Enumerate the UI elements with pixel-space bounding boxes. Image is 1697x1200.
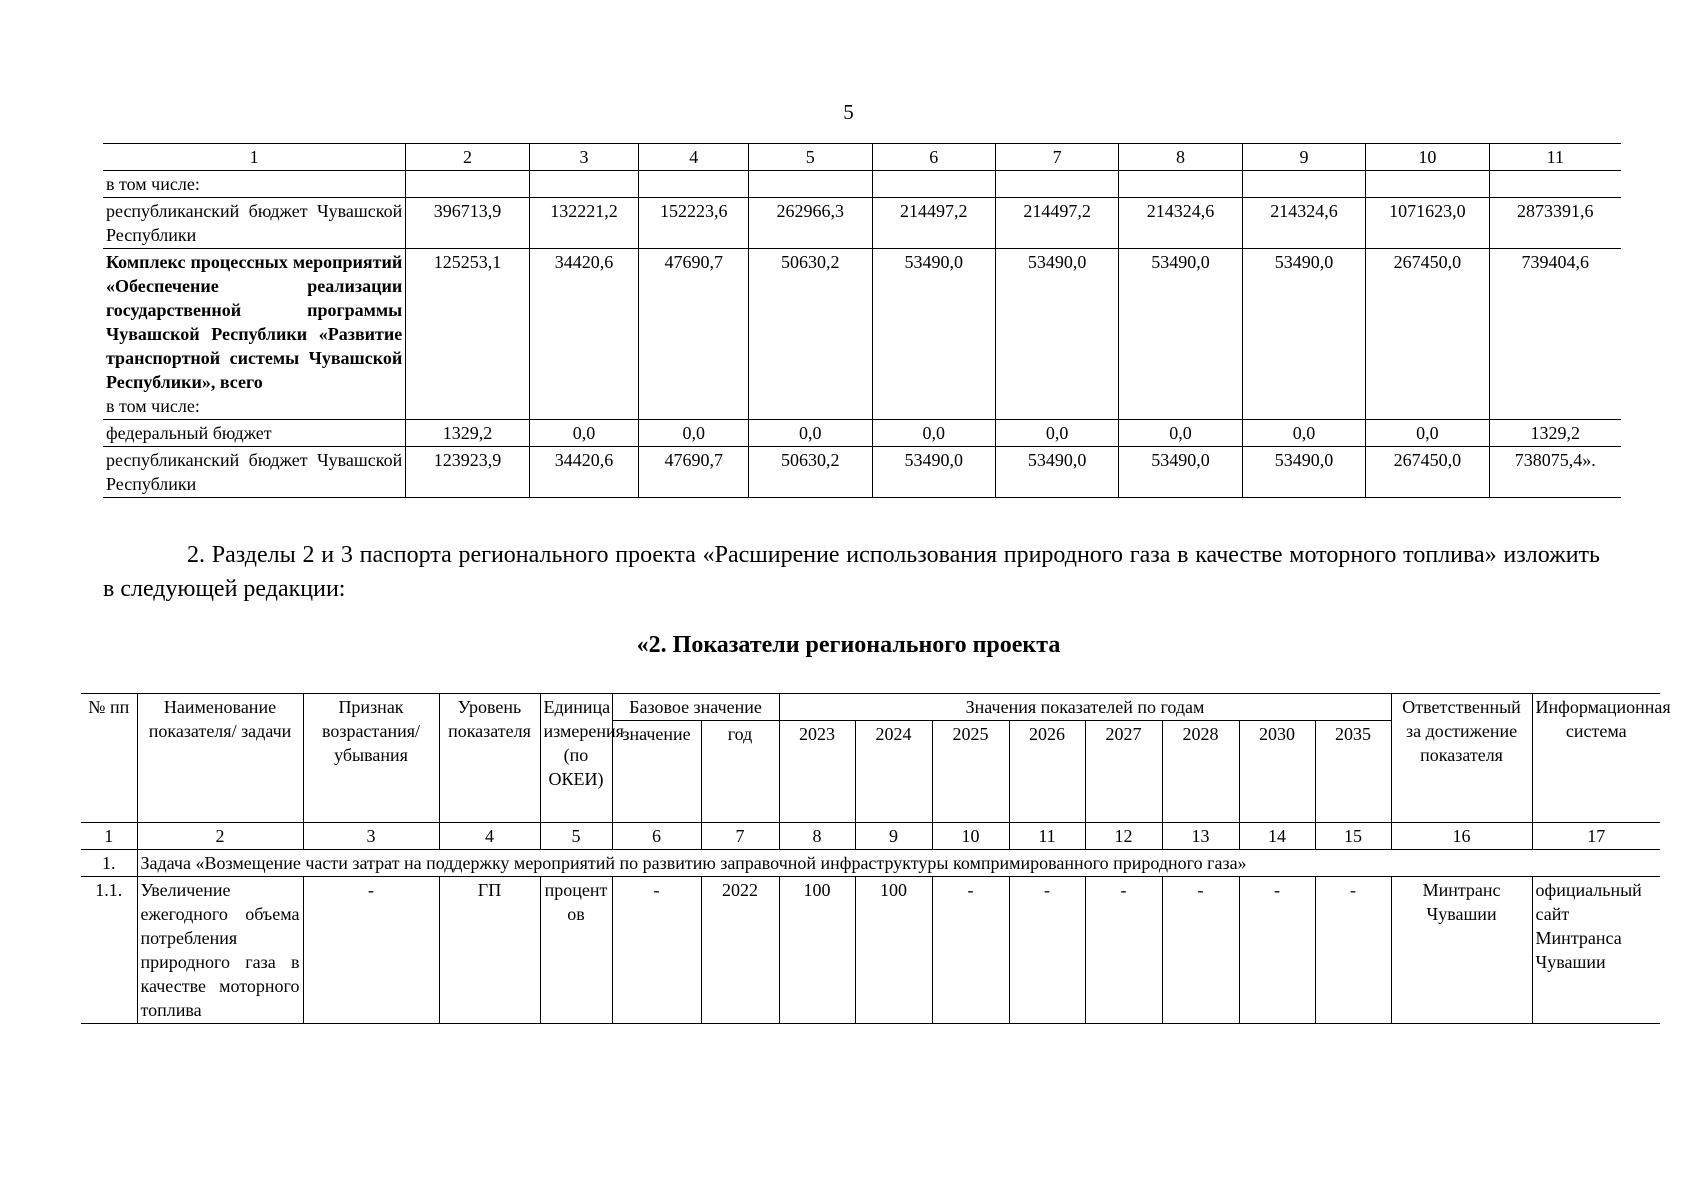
col-number: 7 bbox=[701, 823, 779, 850]
cell-value: 50630,2 bbox=[749, 249, 872, 420]
table-row bbox=[103, 171, 1621, 198]
col-number: 15 bbox=[1315, 823, 1391, 850]
indicator-base-year: 2022 bbox=[701, 877, 779, 1024]
indicator-value: - bbox=[1315, 877, 1391, 1024]
header-year: 2035 bbox=[1315, 721, 1391, 823]
task-row bbox=[81, 850, 1660, 877]
col-number: 2 bbox=[137, 823, 303, 850]
cell-value: 0,0 bbox=[529, 420, 639, 447]
col-number: 4 bbox=[439, 823, 540, 850]
cell-value: 0,0 bbox=[749, 420, 872, 447]
complex-subtitle: в том числе: bbox=[106, 396, 200, 416]
col-number: 9 bbox=[855, 823, 932, 850]
table-row bbox=[103, 447, 1621, 498]
row-label: республиканский бюджет Чувашской Республики bbox=[103, 447, 406, 498]
cell-value: 47690,7 bbox=[639, 447, 749, 498]
cell-value: 125253,1 bbox=[406, 249, 529, 420]
cell-value: 2873391,6 bbox=[1489, 198, 1621, 249]
cell-value: 34420,6 bbox=[529, 249, 639, 420]
table-row bbox=[103, 198, 1621, 249]
cell-value: 1071623,0 bbox=[1366, 198, 1489, 249]
cell-value: 396713,9 bbox=[406, 198, 529, 249]
col-number: 6 bbox=[872, 144, 995, 171]
col-number: 11 bbox=[1009, 823, 1085, 850]
col-number: 10 bbox=[932, 823, 1009, 850]
header-year: 2023 bbox=[779, 721, 855, 823]
cell-value: 53490,0 bbox=[995, 249, 1118, 420]
header-year: 2026 bbox=[1009, 721, 1085, 823]
cell-value: 262966,3 bbox=[749, 198, 872, 249]
table-header-row bbox=[81, 694, 1660, 721]
cell-value: 53490,0 bbox=[1242, 249, 1365, 420]
indicator-value: 100 bbox=[779, 877, 855, 1024]
cell-value: 214324,6 bbox=[1242, 198, 1365, 249]
cell-value: 0,0 bbox=[872, 420, 995, 447]
header-base-year: год bbox=[701, 721, 779, 823]
cell-value: 0,0 bbox=[639, 420, 749, 447]
task-number: 1. bbox=[81, 850, 137, 877]
table-row bbox=[103, 249, 1621, 420]
col-number: 17 bbox=[1532, 823, 1660, 850]
indicator-level: ГП bbox=[439, 877, 540, 1024]
col-number: 5 bbox=[540, 823, 612, 850]
header-year: 2030 bbox=[1239, 721, 1315, 823]
col-number: 1 bbox=[81, 823, 137, 850]
task-text: Задача «Возмещение части затрат на поддержку мероприятий по развитию заправочной инфраструктуры компримированного природного газа» bbox=[137, 850, 1660, 877]
header-num: № пп bbox=[81, 694, 137, 823]
col-number: 6 bbox=[612, 823, 701, 850]
row-label: федеральный бюджет bbox=[103, 420, 406, 447]
indicators-table bbox=[81, 693, 1671, 1024]
indicator-value: - bbox=[1009, 877, 1085, 1024]
col-number: 12 bbox=[1085, 823, 1162, 850]
col-number: 7 bbox=[995, 144, 1118, 171]
table-row bbox=[103, 420, 1621, 447]
amendment-paragraph: 2. Разделы 2 и 3 паспорта регионального проекта «Расширение использования природного газа в качестве моторного топлива» изложить в следующей редакции: bbox=[103, 542, 1600, 602]
cell-value: 0,0 bbox=[995, 420, 1118, 447]
column-numbers-row bbox=[81, 823, 1660, 850]
cell-value: 0,0 bbox=[1119, 420, 1242, 447]
cell-value: 739404,6 bbox=[1489, 249, 1621, 420]
cell-value: 53490,0 bbox=[872, 249, 995, 420]
complex-title: Комплекс процессных мероприятий «Обеспечение реализации государственной программы Чувашской Республики «Развитие транспортной системы Чувашской Республики», всего bbox=[106, 252, 403, 392]
indicator-value: - bbox=[1085, 877, 1162, 1024]
cell-value: 0,0 bbox=[1242, 420, 1365, 447]
indicator-sign: - bbox=[303, 877, 439, 1024]
col-number: 16 bbox=[1391, 823, 1532, 850]
cell-value: 214497,2 bbox=[995, 198, 1118, 249]
header-years-group: Значения показателей по годам bbox=[779, 694, 1391, 721]
col-number: 14 bbox=[1239, 823, 1315, 850]
col-number: 5 bbox=[749, 144, 872, 171]
col-number: 4 bbox=[639, 144, 749, 171]
cell-value: 214497,2 bbox=[872, 198, 995, 249]
header-sign: Признак возрастания/убывания bbox=[303, 694, 439, 823]
header-unit: Единица измерения (по ОКЕИ) bbox=[540, 694, 612, 823]
section-title: «2. Показатели регионального проекта bbox=[636, 632, 1061, 658]
col-number: 1 bbox=[103, 144, 406, 171]
col-number: 8 bbox=[779, 823, 855, 850]
cell-value: 53490,0 bbox=[1119, 447, 1242, 498]
col-number: 8 bbox=[1119, 144, 1242, 171]
cell-value: 50630,2 bbox=[749, 447, 872, 498]
cell-value: 53490,0 bbox=[1242, 447, 1365, 498]
indicator-value: - bbox=[1239, 877, 1315, 1024]
cell-value: 0,0 bbox=[1366, 420, 1489, 447]
col-number: 9 bbox=[1242, 144, 1365, 171]
header-year: 2024 bbox=[855, 721, 932, 823]
cell-value: 214324,6 bbox=[1119, 198, 1242, 249]
col-number: 2 bbox=[406, 144, 529, 171]
cell-value: 123923,9 bbox=[406, 447, 529, 498]
indicator-value: - bbox=[932, 877, 1009, 1024]
cell-value: 53490,0 bbox=[872, 447, 995, 498]
indicator-responsible: Минтранс Чувашии bbox=[1391, 877, 1532, 1024]
indicator-info-system: официальный сайт Минтранса Чувашии bbox=[1532, 877, 1660, 1024]
row-label: в том числе: bbox=[103, 171, 406, 198]
indicator-value: 100 bbox=[855, 877, 932, 1024]
cell-value: 53490,0 bbox=[1119, 249, 1242, 420]
table-row bbox=[81, 877, 1660, 1024]
budget-table bbox=[103, 143, 1621, 498]
indicator-value: - bbox=[1162, 877, 1239, 1024]
table-header-row bbox=[103, 144, 1621, 171]
header-year: 2028 bbox=[1162, 721, 1239, 823]
page-number: 5 bbox=[843, 100, 854, 124]
cell-value: 267450,0 bbox=[1366, 447, 1489, 498]
indicator-base-value: - bbox=[612, 877, 701, 1024]
col-number: 10 bbox=[1366, 144, 1489, 171]
indicator-unit: процентов bbox=[540, 877, 612, 1024]
col-number: 11 bbox=[1489, 144, 1621, 171]
header-name: Наименование показателя/ задачи bbox=[137, 694, 303, 823]
header-responsible: Ответственный за достижение показателя bbox=[1391, 694, 1532, 823]
cell-value: 738075,4». bbox=[1489, 447, 1621, 498]
col-number: 3 bbox=[529, 144, 639, 171]
row-label: республиканский бюджет Чувашской Республики bbox=[103, 198, 406, 249]
cell-value: 53490,0 bbox=[995, 447, 1118, 498]
cell-value: 1329,2 bbox=[1489, 420, 1621, 447]
cell-value: 267450,0 bbox=[1366, 249, 1489, 420]
header-base-value: значение bbox=[612, 721, 701, 823]
header-year: 2027 bbox=[1085, 721, 1162, 823]
indicator-name: Увеличение ежегодного объема потребления природного газа в качестве моторного топлива bbox=[137, 877, 303, 1024]
cell-value: 1329,2 bbox=[406, 420, 529, 447]
header-info-system: Информационная система bbox=[1532, 694, 1660, 823]
cell-value: 152223,6 bbox=[639, 198, 749, 249]
col-number: 13 bbox=[1162, 823, 1239, 850]
header-base: Базовое значение bbox=[612, 694, 779, 721]
cell-value: 47690,7 bbox=[639, 249, 749, 420]
row-label bbox=[103, 249, 406, 420]
header-level: Уровень показателя bbox=[439, 694, 540, 823]
cell-value: 34420,6 bbox=[529, 447, 639, 498]
cell-value: 132221,2 bbox=[529, 198, 639, 249]
header-year: 2025 bbox=[932, 721, 1009, 823]
indicator-number: 1.1. bbox=[81, 877, 137, 1024]
col-number: 3 bbox=[303, 823, 439, 850]
